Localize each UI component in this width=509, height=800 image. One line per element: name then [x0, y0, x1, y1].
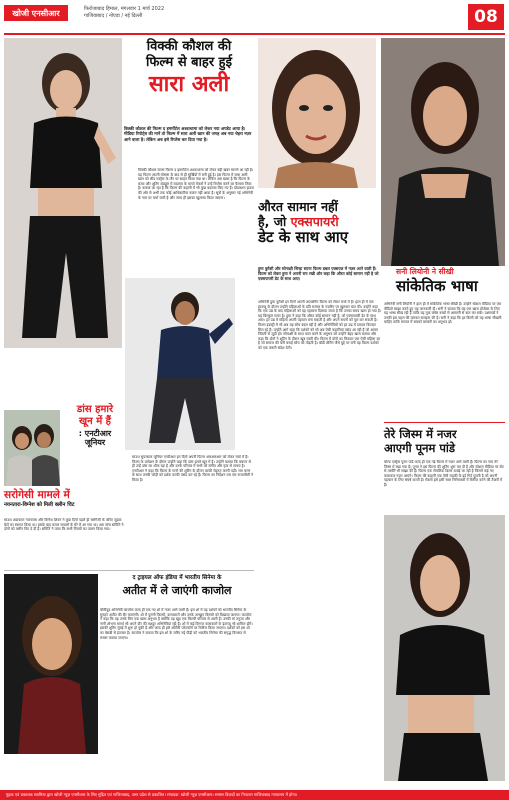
sarogesi-headline-2: नयनतारा-विग्नेश को मिली क्लीन चिट — [4, 502, 75, 509]
huma-headline-3: डेट के साथ आए — [258, 228, 349, 247]
vicky-body: विक्की कौशल स्टारर फिल्म द इमर्मोर्टल अश्वत्थामा को लेकर बड़ी खबर सामने आ रही है। यह फिल्म अपनी घोषणा के बाद से ही सुर्खियों में बनी हुई है। इस फिल्म में सारा अली खान को लीड एक्ट्रेस के तौर पर साइन किया गया था। लेकिन अब खबर है कि फिल्म के बजट और शूटिंग शेड्यूल में बदलाव के चलते मेकर्स ने उन्हें रिप्लेस करने का फैसला लिया है। बताया जा रहा है कि फिल्म की कहानी में भी कुछ बदलाव किए गए हैं। प्रोडक्शन हाउस की ओर से अभी तक कोई आधिकारिक बयान नहीं आया है। सूत्रों के अनुसार नई अभिनेत्री के नाम पर चर्चा जारी है और जल्द ही इसका खुलासा किया जाएगा। — [138, 168, 254, 200]
poonam-headline-1: तेरे जिस्म में नजर — [384, 427, 457, 441]
kajol-divider — [4, 570, 254, 571]
huma-qureshi-photo — [258, 38, 376, 188]
huma-headline-2a: है, जो — [258, 214, 291, 230]
sarogesi-headline — [4, 490, 126, 508]
ntr-headline-1: डांस हमारे — [76, 404, 114, 415]
huma-body: अभिनेत्री हुमा कुरैशी इन दिनों अपनी अपकमिंग फिल्म को लेकर चर्चा में हैं। हाल ही में एक इंटरव्यू के दौरान उन्होंने महिलाओं के प्रति समाज के नज़रिए पर खुलकर बात की। उन्होंने कहा कि एक उम्र के बाद महिलाओं को यह एहसास दिलाया जाता है कि उनका समय खत्म हो गया है। यह बिल्कुल गलत है। हुमा ने कहा कि औरत कोई सामान नहीं है, जो एक्सपायरी डेट के साथ आए। हर उम्र में महिला अपनी पहचान बना सकती है और अपने सपनों को पूरा कर सकती है। फिल्म इंडस्ट्री में भी अब यह सोच बदल रही है और अभिनेत्रियों को हर उम्र में दमदार किरदार मिल रहे हैं। उन्होंने आगे कहा कि दर्शकों को भी अब ऐसी कहानियां पसंद आ रही हैं जो असल जिंदगी से जुड़ी हों। सोनाक्षी के साथ काम करने के अनुभव को उन्होंने बेहद खास बताया और कहा कि दोनों ने शूटिंग के दौरान खूब मस्ती की। फिल्म में दोनों का किरदार एक ऐसी महिला का है जो समाज की बनी बनाई सोच को तोड़ती है। बॉडी शेमिंग जैसे मुद्दे पर बनी यह फिल्म दर्शकों को एक जरूरी संदेश देगी। — [258, 300, 382, 350]
sarogesi-headline-1: सरोगेसी मामले में — [4, 489, 70, 501]
paper-line: फिरोजाबाद हिमाल, मंगलवार 1 मार्च 2022 — [84, 6, 165, 12]
huma-intro: हुमा कुरैशी और सोनाक्षी सिन्हा स्टारर फिल्म डबल एक्सएल में नज़र आने वाली हैं। फिल्म को लेकर हुमा ने अपनी राय रखी और कहा कि औरत कोई सामान नहीं है जो एक्सपायरी डेट के साथ आए। — [258, 266, 379, 282]
poonam-headline-2: आएगी पूनम पांडे — [384, 441, 456, 456]
sarogesi-body: साउथ अदाकारा नयनतारा और विग्नेश शिवन ने कुछ दिनों पहले ही सरोगेसी के जरिए जुड़वा बेटों का स्वागत किया था। इसके बाद कपल सवालों के घेरे में आ गया था। अब जांच समिति ने दोनों को क्लीन चिट दे दी है। समिति ने पाया कि सभी नियमों का पालन किया गया। — [4, 518, 124, 532]
paper-subline: गाजियाबाद / नोएडा / नई दिल्ली — [84, 13, 143, 19]
poonam-divider — [384, 422, 505, 423]
sunny-headline-main: सांकेतिक भाषा — [396, 276, 478, 295]
kajol-photo — [4, 574, 98, 754]
ntr-body: साउथ सुपरस्टार जूनियर एनटीआर इन दिनों अपनी फिल्म आरआरआर को लेकर चर्चा में हैं। फिल्म के प्रमोशन के दौरान उन्होंने कहा कि डांस हमारे खून में है। उन्होंने बताया कि बचपन से ही उन्हें डांस का शौक रहा है और उनके परिवार में सभी को संगीत और नृत्य से लगाव है। एनटीआर ने कहा कि फिल्म के गानों की शूटिंग के दौरान काफी मेहनत करनी पड़ी। राम चरण के साथ उनकी जोड़ी को दर्शक काफी पसंद कर रहे हैं। फिल्म का निर्देशन एस एस राजामौली ने किया है। — [132, 455, 254, 482]
ntr-headline-3: : एनटीआर — [78, 429, 112, 438]
poonam-body: बोल्ड एक्ट्रेस पूनम पांडे जल्द ही एक नई फिल्म में नज़र आने वाली हैं। फिल्म का नाम तेरे जिस्म में रखा गया है। पूनम ने इस फिल्म की शूटिंग शुरू कर दी है और सोशल मीडिया पर सेट से तस्वीरें भी साझा की हैं। फिल्म एक रोमांटिक थ्रिलर बताई जा रही है जिसमें कई नए कलाकार नज़र आएंगे। फिल्म की कहानी एक ऐसी लड़की के इर्द गिर्द घूमती है जो अपनी पहचान के लिए संघर्ष करती है। मेकर्स इसे इसी साल सिनेमाघरों में रिलीज करने की तैयारी में हैं। — [384, 460, 504, 487]
page-number: 08 — [468, 4, 504, 30]
vicky-headline-3: सारा अली — [148, 72, 230, 98]
vicky-headline-2: फिल्म से बाहर हुई — [146, 54, 232, 70]
kajol-body: बॉलीवुड अभिनेत्री काजोल जल्द ही एक नए शो में नजर आने वाली हैं। इस शो में वह दर्शकों को भारतीय सिनेमा के सुनहरे अतीत की सैर कराएंगी। शो में पुरानी फिल्मों, कलाकारों और उनके अनछुए किस्सों को दिखाया जाएगा। काजोल ने कहा कि यह उनके लिए एक खास अनुभव है क्योंकि वह खुद एक फिल्मी परिवार से आती हैं। उनकी मां तनुजा और नानी शोभना समर्थ भी अपने दौर की मशहूर अभिनेत्रियां रही हैं। शो में कई दिग्गज कलाकारों के इंटरव्यू भी शामिल होंगे। इसकी शूटिंग मुंबई में शुरू हो चुकी है और जल्द ही इसे ओटीटी प्लेटफॉर्म पर रिलीज किया जाएगा। दर्शकों को इस शो का बेसब्री से इंतजार है। काजोल ने बताया कि इस शो के जरिए नई पीढ़ी को भारतीय सिनेमा की समृद्ध विरासत से रूबरू कराया जाएगा। — [100, 608, 253, 640]
kajol-headline-1: द ट्राइयल ऑफ इंडिया में भारतीय सिनेमा के — [132, 575, 222, 581]
section-tag: खोजी एनसीआर — [4, 5, 68, 21]
sunny-kicker: सनी लियोनी ने सीखी — [396, 267, 454, 276]
nayanthara-vignesh-photo — [4, 410, 60, 486]
vicky-intro: विक्की कौशल की फिल्म द इमर्मोर्टल अश्वत्थामा को लेकर नया अपडेट आया है। मीडिया रिपोर्ट्स की मानें तो फिल्म में सारा अली खान की जगह अब नया चेहरा नज़र आने वाला है। लेकिन अब इसे रिप्लेस कर दिया गया है। — [124, 126, 252, 142]
footer-imprint: मुद्रक एवं प्रकाशक स्वामित्व द्वारा खोजी न्यूज़ एनसीआर के लिए मुद्रित एवं गाजियाबाद, उत्तर प्रदेश से प्रकाशित। संपादक: खोजी न्यूज़ एनसीआर। समस्त विवादों का निपटारा गाजियाबाद न्यायालय में होगा। — [0, 790, 509, 800]
kajol-headline — [100, 576, 254, 596]
vicky-headline — [124, 40, 254, 96]
ntr-photo — [125, 278, 235, 450]
ntr-headline-4: जूनियर — [84, 438, 106, 448]
sara-ali-photo — [4, 38, 122, 348]
kajol-headline-2: अतीत में ले जाएंगी काजोल — [122, 583, 232, 597]
ntr-headline-2: खून में हैं — [79, 415, 111, 427]
sunny-leone-photo — [381, 38, 505, 266]
vicky-headline-1: विक्की कौशल की — [146, 39, 232, 54]
ntr-headline — [60, 405, 130, 448]
sunny-body: अभिनेत्री सनी लियोनी ने हाल ही में सांकेतिक भाषा सीखी है। उन्होंने सोशल मीडिया पर एक वीडियो साझा करते हुए यह जानकारी दी। सनी ने बताया कि वह एक खास प्रोजेक्ट के लिए यह भाषा सीख रही हैं ताकि वह मूक बधिर बच्चों से आसानी से बात कर सकें। प्रशंसकों ने उनकी इस पहल की जमकर सराहना की है। सनी ने कहा कि हर किसी को यह भाषा सीखनी चाहिए ताकि समाज में सबको बराबरी का अनुभव हो। — [384, 302, 502, 325]
poonam-headline — [384, 428, 505, 454]
poonam-pandey-photo — [384, 515, 505, 781]
masthead-rule — [4, 33, 505, 35]
huma-headline-2b: एक्सपायरी — [290, 214, 339, 230]
huma-headline-1: औरत सामान नहीं — [258, 199, 338, 214]
dateline — [84, 6, 164, 20]
sunny-headline — [396, 268, 504, 295]
